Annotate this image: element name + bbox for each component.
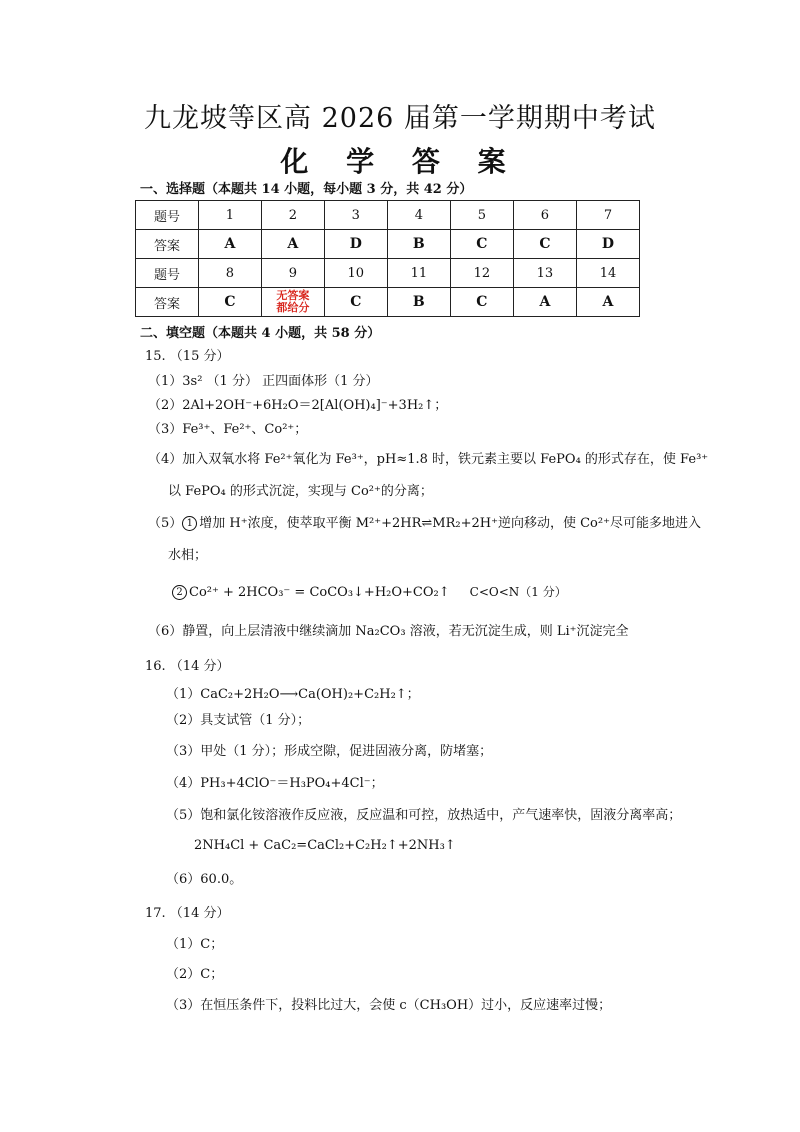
q15-part6: （6）静置，向上层清液中继续滴加 Na₂CO₃ 溶液，若无沉淀生成，则 Li⁺沉淀完全 <box>148 624 629 639</box>
choice-answer-table <box>135 200 640 317</box>
question-number: 1 <box>198 201 261 230</box>
answer-cell: C <box>450 230 513 259</box>
table-row <box>136 230 640 259</box>
answer-cell: A <box>198 230 261 259</box>
q17-header: 17. （14 分） <box>145 906 230 921</box>
row-label: 题号 <box>136 201 199 230</box>
answer-cell: C <box>198 288 261 317</box>
table-row <box>136 288 640 317</box>
question-number: 2 <box>261 201 324 230</box>
question-number: 8 <box>198 259 261 288</box>
q16-part5b: 2NH₄Cl + CaC₂=CaCl₂+C₂H₂↑+2NH₃↑ <box>194 838 456 853</box>
question-number: 7 <box>576 201 639 230</box>
q16-part6: （6）60.0。 <box>166 872 243 887</box>
q9-note-line1: 无答案 <box>276 289 310 302</box>
question-number: 3 <box>324 201 387 230</box>
q15-part5d: C<O<N（1 分） <box>469 585 567 599</box>
answer-cell: B <box>387 288 450 317</box>
q15-header: 15. （15 分） <box>145 349 230 364</box>
q16-part3: （3）甲处（1 分）；形成空隙，促进固液分离，防堵塞； <box>166 744 493 759</box>
circled-number-2: 2 <box>172 585 187 600</box>
q16-part5a: （5）饱和氯化铵溶液作反应液，反应温和可控，放热适中，产气速率快，固液分离率高； <box>166 808 682 823</box>
q15-part5-prefix: （5） <box>148 516 183 531</box>
question-number: 6 <box>513 201 576 230</box>
question-number: 10 <box>324 259 387 288</box>
answer-cell: A <box>576 288 639 317</box>
q15-part5a-line <box>148 512 701 531</box>
q15-part2: （2）2Al+2OH⁻+6H₂O＝2[Al(OH)₄]⁻+3H₂↑； <box>148 398 448 413</box>
q9-note-line2: 都给分 <box>276 301 310 314</box>
q17-part1: （1）C； <box>166 937 224 952</box>
q16-part1: （1）CaC₂+2H₂O⟶Ca(OH)₂+C₂H₂↑； <box>166 687 420 702</box>
question-number: 12 <box>450 259 513 288</box>
answer-cell: A <box>513 288 576 317</box>
q16-part2: （2）具支试管（1 分）； <box>166 713 311 728</box>
q16-part4: （4）PH₃+4ClO⁻＝H₃PO₄+4Cl⁻； <box>166 776 384 791</box>
row-label: 题号 <box>136 259 199 288</box>
question-number: 14 <box>576 259 639 288</box>
section2-heading: 二、填空题（本题共 4 小题，共 58 分） <box>140 326 381 341</box>
q15-part4a: （4）加入双氧水将 Fe²⁺氧化为 Fe³⁺，pH≈1.8 时，铁元素主要以 FePO₄ 的形式存在，使 Fe³⁺ <box>148 452 709 467</box>
table-row <box>136 201 640 230</box>
answer-cell: C <box>324 288 387 317</box>
answer-cell: C <box>513 230 576 259</box>
circled-number-1: 1 <box>182 516 197 531</box>
q15-part3: （3）Fe³⁺、Fe²⁺、Co²⁺； <box>148 422 308 437</box>
row-label: 答案 <box>136 288 199 317</box>
subject-title: 化 学 答 案 <box>280 145 520 178</box>
section1-heading: 一、选择题（本题共 14 小题，每小题 3 分，共 42 分） <box>140 182 473 197</box>
answer-cell: D <box>324 230 387 259</box>
q17-part3: （3）在恒压条件下，投料比过大，会使 c（CH₃OH）过小，反应速率过慢； <box>166 998 612 1013</box>
q15-part5c-line <box>172 583 567 600</box>
q15-part1: （1）3s² （1 分） 正四面体形（1 分） <box>148 374 379 389</box>
question-number: 11 <box>387 259 450 288</box>
question-number: 13 <box>513 259 576 288</box>
q15-part5c: Co²⁺ + 2HCO₃⁻ = CoCO₃↓+H₂O+CO₂↑ <box>189 585 450 600</box>
q15-part4b: 以 FePO₄ 的形式沉淀，实现与 Co²⁺的分离； <box>168 484 433 499</box>
question-number: 5 <box>450 201 513 230</box>
q16-header: 16. （14 分） <box>145 659 230 674</box>
q17-part2: （2）C； <box>166 967 224 982</box>
answer-cell: D <box>576 230 639 259</box>
answer-cell: B <box>387 230 450 259</box>
answer-cell: A <box>261 230 324 259</box>
answer-cell: C <box>450 288 513 317</box>
row-label: 答案 <box>136 230 199 259</box>
q15-part5b: 水相； <box>168 548 208 563</box>
exam-title: 九龙坡等区高 2026 届第一学期期中考试 <box>144 103 656 134</box>
question-number: 9 <box>261 259 324 288</box>
question-number: 4 <box>387 201 450 230</box>
q15-part5a: 增加 H⁺浓度，使萃取平衡 M²⁺+2HR⇌MR₂+2H⁺逆向移动，使 Co²⁺尽可能多地进入 <box>199 516 701 531</box>
answer-cell-q9 <box>261 288 324 317</box>
table-row <box>136 259 640 288</box>
